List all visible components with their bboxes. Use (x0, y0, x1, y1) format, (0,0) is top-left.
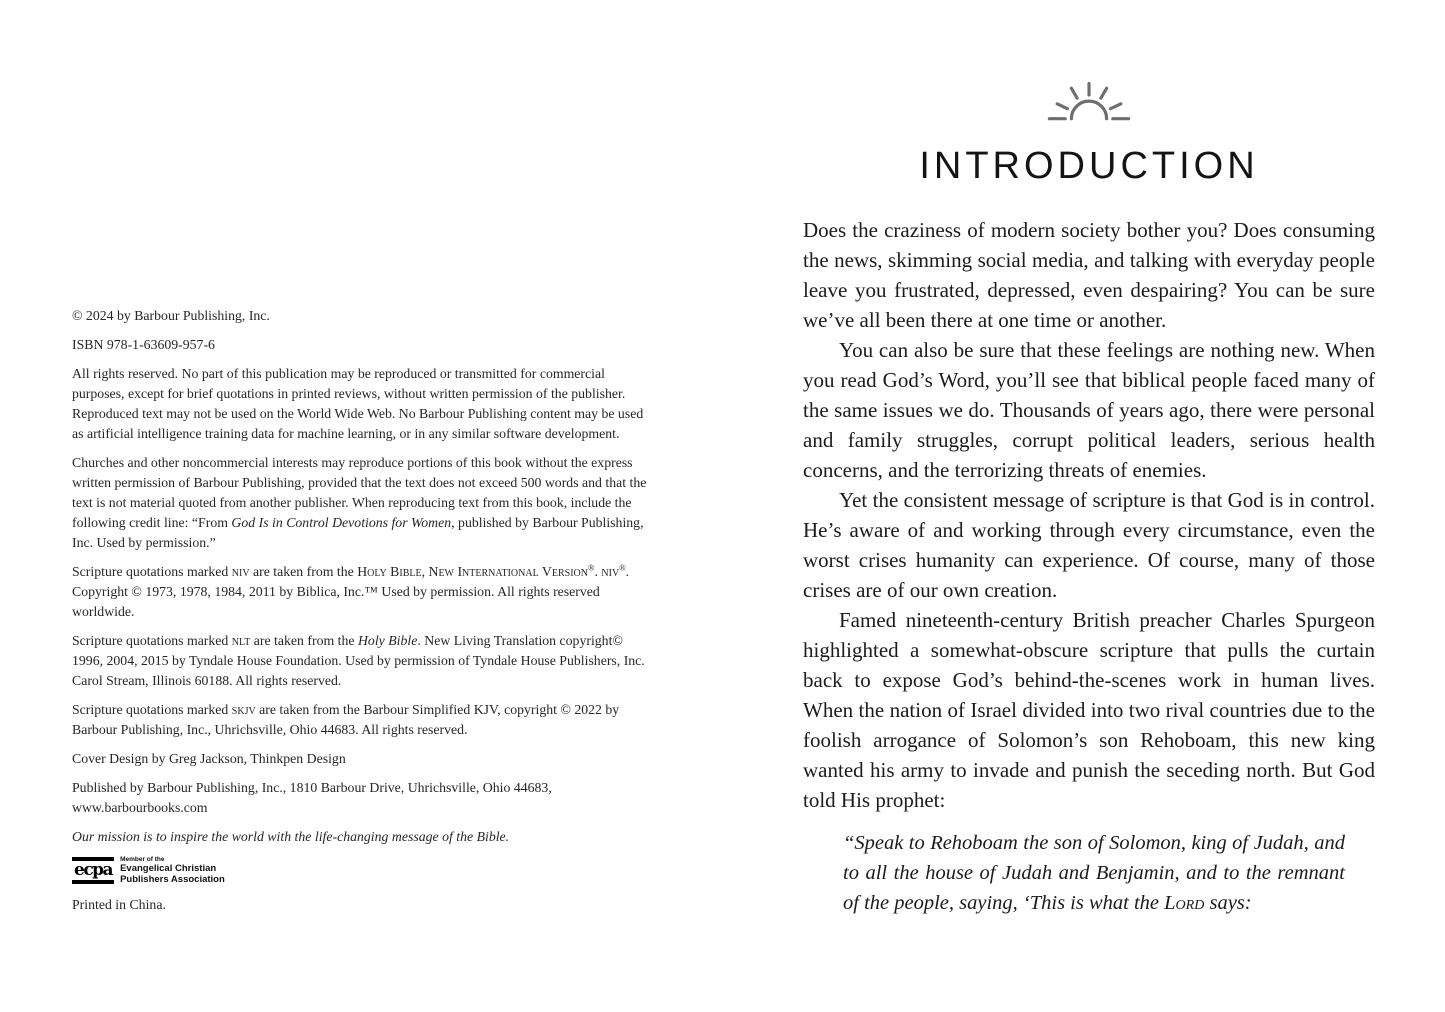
chapter-title: INTRODUCTION (919, 145, 1259, 187)
nlt-credit-paragraph: Scripture quotations marked nlt are taken from the Holy Bible. New Living Translation copyright© 1996, 2004, 2015 by Tyndale House Foundation. Used by permission of Tyndale House Publishers, Inc. Carol Stream, Illinois 60188. All rights reserved. (72, 633, 645, 688)
ecpa-org-line-1: Evangelical Christian (120, 863, 217, 874)
introduction-page (803, 76, 1375, 918)
scripture-quote: “Speak to Rehoboam the son of Solomon, king of Judah, and to all the house of Judah and Benjamin, and to the remnant of the people, saying, ‘This is what the Lord says: (843, 832, 1345, 914)
ecpa-logo-text (120, 856, 225, 885)
rights-paragraph: All rights reserved. No part of this publication may be reproduced or transmitted for commercial purposes, except for brief quotations in printed reviews, without written permission of the publisher. Reproduced text may not be used on the World Wide Web. No Barbour Publishing content may be used as artificial intelligence training data for machine learning, or in any similar software development. (72, 366, 644, 441)
introduction-body (803, 215, 1375, 918)
copyright-line: © 2024 by Barbour Publishing, Inc. (72, 308, 270, 323)
skjv-credit-paragraph: Scripture quotations marked skjv are taken from the Barbour Simplified KJV, copyright © 2022 by Barbour Publishing, Inc., Uhrichsville, Ohio 44683. All rights reserved. (72, 702, 620, 737)
sunrise-icon (803, 76, 1375, 132)
ecpa-logo (72, 856, 652, 885)
ecpa-member-line: Member of the (120, 856, 165, 863)
copyright-page (72, 306, 652, 924)
niv-credit-paragraph: Scripture quotations marked niv are taken from the Holy Bible, New International Version®. niv®. Copyright © 1973, 1978, 1984, 2011 by Biblica, Inc.™ Used by permission. All rights reserved worldwide. (72, 562, 630, 619)
printed-in-china-line: Printed in China. (72, 897, 166, 912)
ecpa-org-line-2: Publishers Association (120, 874, 225, 885)
cover-design-credit: Cover Design by Greg Jackson, Thinkpen Design (72, 751, 346, 766)
intro-paragraph-1: Does the craziness of modern society bother you? Does consuming the news, skimming social media, and talking with everyday people leave you frustrated, depressed, even despairing? You can be sure we’ve all been there at one time or another. (803, 218, 1375, 332)
reproduction-permission-paragraph: Churches and other noncommercial interests may reproduce portions of this book without the express written permission of Barbour Publishing, provided that the text does not exceed 500 words and that the text is not material quoted from another publisher. When reproducing text from this book, include the following credit line: “From God Is in Control Devotions for Women, published by Barbour Publishing, Inc. Used by permission.” (72, 455, 647, 550)
intro-paragraph-4: Famed nineteenth-century British preacher Charles Spurgeon highlighted a somewhat-obscure scripture that pulls the curtain back to expose God’s behind-the-scenes work in human lives. When the nation of Israel divided into two rival countries due to the foolish arrogance of Solomon’s son Rehoboam, this new king wanted his army to invade and punish the seceding north. But God told His prophet: (803, 608, 1375, 812)
isbn-line: ISBN 978-1-63609-957-6 (72, 337, 215, 352)
intro-paragraph-3: Yet the consistent message of scripture is that God is in control. He’s aware of and working through every circumstance, even the worst crises humanity can experience. Of course, many of those crises are of our own creation. (803, 488, 1375, 602)
publisher-address: Published by Barbour Publishing, Inc., 1810 Barbour Drive, Uhrichsville, Ohio 44683, www.barbourbooks.com (72, 780, 552, 815)
intro-paragraph-2: You can also be sure that these feelings are nothing new. When you read God’s Word, you’ll see that biblical people faced many of the same issues we do. Thousands of years ago, there were personal and family struggles, corrupt political leaders, serious health concerns, and the terrorizing threats of enemies. (803, 338, 1375, 482)
ecpa-logo-mark: ecpa (72, 857, 114, 884)
mission-statement: Our mission is to inspire the world with the life-changing message of the Bible. (72, 829, 510, 844)
